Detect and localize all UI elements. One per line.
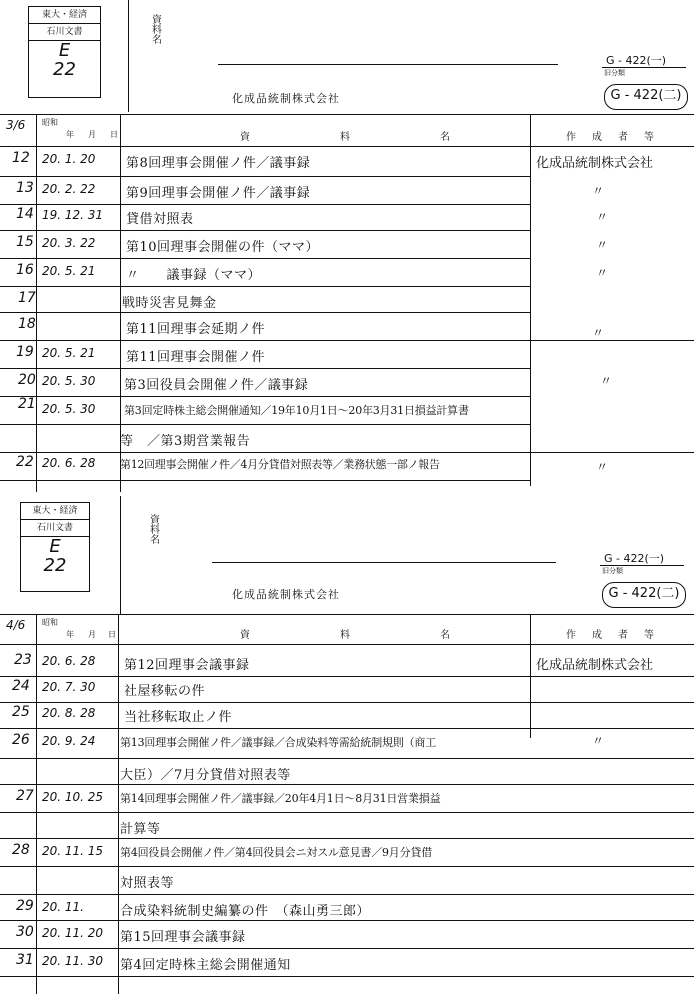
material-name-line (212, 562, 556, 563)
stamp-institution: 東大・経済 (29, 7, 100, 24)
header-year: 年 (66, 630, 74, 639)
page-number: 3/6 (6, 118, 26, 132)
header-divider (120, 496, 121, 614)
class-code: G - 422(一) (606, 54, 667, 67)
header-bottom (0, 644, 694, 645)
header-day: 日 (110, 130, 118, 139)
company-name: 化成品統制株式会社 (232, 588, 340, 601)
header-title: 資 料 名 (240, 630, 490, 641)
stamp-institution: 東大・経済 (21, 503, 89, 520)
stamp-letter: E (49, 536, 61, 557)
stamp-number: 22 (43, 555, 67, 576)
col-no (36, 114, 37, 492)
header-divider (128, 0, 129, 112)
header-era: 昭和 (42, 618, 58, 627)
col-author (530, 114, 531, 486)
class-label: 旧分類 (604, 69, 625, 77)
col-date (118, 614, 119, 994)
header-era: 昭和 (42, 118, 58, 127)
table-top (0, 114, 694, 115)
page-number: 4/6 (6, 618, 26, 632)
class-label: 旧分類 (602, 567, 623, 575)
material-name-label: 資料名 (152, 15, 164, 46)
stamp-letter: E (58, 40, 71, 61)
stamp-collection: 石川文書 (21, 520, 89, 537)
header-bottom (0, 146, 694, 147)
stamp-collection: 石川文書 (29, 24, 100, 41)
header-month: 月 (88, 630, 96, 639)
class-code: G - 422(一) (604, 552, 665, 565)
class-box: G - 422(二) (604, 84, 688, 110)
col-no (36, 614, 37, 994)
header-author: 作 成 者 等 (566, 132, 657, 143)
archive-stamp (28, 6, 101, 98)
material-name-line (218, 64, 558, 65)
header-day: 日 (108, 630, 116, 639)
table-top (0, 614, 694, 615)
header-author: 作 成 者 等 (566, 630, 657, 641)
stamp-number: 22 (53, 59, 76, 80)
class-box: G - 422(二) (602, 582, 686, 608)
material-name-label: 資料名 (150, 515, 162, 546)
header-year: 年 (66, 130, 74, 139)
header-month: 月 (88, 130, 96, 139)
archive-stamp (20, 502, 90, 592)
header-title: 資 料 名 (240, 132, 490, 143)
company-name: 化成品統制株式会社 (232, 92, 340, 105)
